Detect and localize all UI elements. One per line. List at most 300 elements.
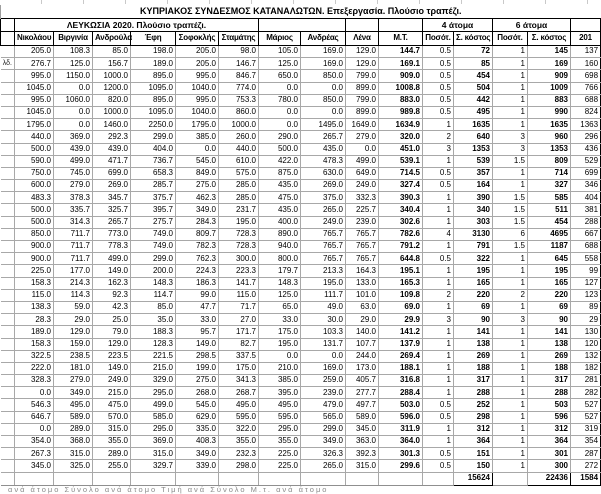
cell[interactable]: 1353 [454,143,493,155]
cell[interactable]: 345.0 [15,460,54,472]
cell[interactable]: 349.0 [54,387,93,399]
total-cost-6-persons[interactable]: 22436 [528,472,571,485]
cell[interactable]: 1 [493,375,528,387]
cell[interactable]: 285.7 [131,180,176,192]
cell[interactable]: 132 [571,350,601,362]
column-header-efi[interactable]: Έφη [131,32,176,46]
cell[interactable]: 319 [571,423,601,435]
cell[interactable]: 259.0 [301,375,346,387]
cell[interactable]: 326.3 [301,448,346,460]
cell[interactable]: 1353 [528,143,571,155]
cell[interactable]: 0.0 [259,119,301,131]
cell[interactable]: 0.5 [423,180,454,192]
cell[interactable]: 349.0 [176,448,219,460]
cell[interactable]: 340.4 [379,204,423,216]
cell[interactable]: 850.0 [15,228,54,240]
cell[interactable]: 131.7 [301,338,346,350]
cell[interactable]: 699.0 [93,167,131,179]
cell[interactable]: 479.0 [301,399,346,411]
cell[interactable]: 92.3 [93,289,131,301]
cut-column-cell[interactable] [1,277,15,289]
cell[interactable]: 1634.9 [379,119,423,131]
cut-column-cell[interactable] [1,411,15,423]
cut-column-cell[interactable] [1,131,15,143]
cell[interactable]: 439.0 [54,143,93,155]
cell[interactable]: 650.0 [259,70,301,82]
cell[interactable]: 295.0 [259,423,301,435]
cell[interactable]: 63.0 [346,301,379,313]
cut-column-cell[interactable] [1,143,15,155]
cell[interactable]: 404 [571,192,601,204]
empty-cell[interactable] [571,19,601,32]
cell[interactable]: 2 [423,131,454,143]
cell[interactable]: 503.0 [379,399,423,411]
cell[interactable]: 0.0 [259,82,301,94]
cell[interactable]: 895.0 [131,70,176,82]
cell[interactable]: 3 [423,314,454,326]
cell[interactable]: 1187 [528,241,571,253]
cell[interactable]: 0.0 [54,106,93,118]
cell[interactable]: 900.0 [15,241,54,253]
cell[interactable]: 29.9 [379,314,423,326]
cut-column-cell[interactable] [1,155,15,167]
cell[interactable]: 302.6 [379,216,423,228]
cell[interactable]: 753.3 [219,94,259,106]
cell[interactable]: 364 [528,436,571,448]
cell[interactable]: 188.3 [131,326,176,338]
cell[interactable]: 103.3 [301,326,346,338]
cell[interactable]: 189.0 [15,326,54,338]
cell[interactable]: 395.7 [131,204,176,216]
cell[interactable]: 355.0 [93,436,131,448]
cell[interactable]: 299.0 [131,131,176,143]
cell[interactable]: 990 [528,106,571,118]
cell[interactable]: 238.5 [54,350,93,362]
cell[interactable]: 596.0 [379,411,423,423]
cell[interactable]: 299.0 [131,253,176,265]
cut-column-cell[interactable] [1,204,15,216]
cell[interactable]: 375.7 [131,192,176,204]
cell[interactable]: 151 [454,448,493,460]
cell[interactable]: 0.5 [423,448,454,460]
cell[interactable]: 699 [571,167,601,179]
cell[interactable]: 368.0 [54,436,93,448]
cell[interactable]: 511 [528,204,571,216]
cell[interactable]: 300.0 [219,253,259,265]
cell[interactable]: 0.0 [54,82,93,94]
cell[interactable]: 0.5 [423,167,454,179]
cell[interactable]: 442 [454,94,493,106]
cell[interactable]: 1 [493,265,528,277]
cell[interactable]: 1000.0 [93,106,131,118]
cell[interactable]: 1.5 [493,241,528,253]
cell[interactable]: 1 [493,350,528,362]
cell[interactable]: 288.4 [379,387,423,399]
cell[interactable]: 277.7 [346,387,379,399]
cell[interactable]: 320.0 [379,131,423,143]
cell[interactable]: 4695 [528,228,571,240]
cell[interactable]: 1 [423,436,454,448]
cell[interactable]: 69 [454,301,493,313]
cell[interactable]: 1 [493,119,528,131]
cell[interactable]: 900.0 [15,253,54,265]
cut-column-cell[interactable] [1,423,15,435]
cell[interactable]: 539.1 [379,155,423,167]
cell[interactable]: 224.3 [176,265,219,277]
cell[interactable]: 210.0 [259,362,301,374]
column-header-sofoklis[interactable]: Σοφοκλής [176,32,219,46]
cell[interactable]: 282 [571,387,601,399]
cell[interactable]: 249.0 [301,216,346,228]
cell[interactable]: 317 [528,375,571,387]
cell[interactable]: 1095.0 [131,82,176,94]
cell[interactable]: 340 [454,204,493,216]
cell[interactable]: 454 [528,216,571,228]
cut-column-cell[interactable] [1,314,15,326]
cell[interactable]: 214.3 [54,277,93,289]
cell[interactable]: 315.0 [54,448,93,460]
cell[interactable]: 1 [423,301,454,313]
cell[interactable]: 249.0 [93,375,131,387]
cell[interactable]: 1 [493,436,528,448]
cell[interactable]: 137.9 [379,338,423,350]
cell[interactable]: 200.0 [131,265,176,277]
cell[interactable]: 860.0 [219,106,259,118]
cell[interactable]: 1095.0 [131,106,176,118]
cell[interactable]: 395.0 [259,387,301,399]
cell[interactable]: 345.7 [93,192,131,204]
cell[interactable]: 4 [423,228,454,240]
cut-column-cell[interactable] [1,338,15,350]
cell[interactable]: 169 [528,58,571,70]
cell[interactable]: 500.0 [15,216,54,228]
cell[interactable]: 114.3 [54,289,93,301]
cell[interactable]: 1000.0 [93,70,131,82]
cell[interactable]: 960 [528,131,571,143]
cell[interactable]: 3130 [454,228,493,240]
cell[interactable]: 369.0 [54,131,93,143]
cell[interactable]: 440.0 [15,131,54,143]
cell[interactable]: 33.0 [259,314,301,326]
column-header-cost-6[interactable]: Σ. κόστος [528,32,571,46]
empty-cell[interactable] [423,472,454,485]
cell[interactable]: 181.0 [54,362,93,374]
cell[interactable]: 575.0 [219,167,259,179]
cell[interactable]: 90 [454,314,493,326]
total-cost-4-persons[interactable]: 15624 [454,472,493,485]
cell[interactable]: 499.0 [54,155,93,167]
cell[interactable]: 99 [571,265,601,277]
cell[interactable]: 2 [423,289,454,301]
cell[interactable]: 269.4 [379,350,423,362]
cut-column-cell[interactable] [1,119,15,131]
cut-column-cell[interactable] [1,301,15,313]
cell[interactable]: 400.0 [259,216,301,228]
cell[interactable]: 711.7 [54,228,93,240]
cell[interactable]: 435.0 [259,204,301,216]
cell[interactable]: 164.3 [346,265,379,277]
cell[interactable]: 275.0 [176,180,219,192]
cell[interactable]: 590.0 [15,155,54,167]
cell[interactable]: 478.3 [301,155,346,167]
cell[interactable]: 188 [528,362,571,374]
cell[interactable]: 205.0 [15,46,54,58]
cell[interactable]: 232.3 [219,448,259,460]
cell[interactable]: 0.5 [423,58,454,70]
cell[interactable]: 27.0 [219,314,259,326]
cell[interactable]: 454 [454,70,493,82]
cell[interactable]: 0.0 [259,106,301,118]
column-header-androula[interactable]: Ανδρούλα [93,32,131,46]
cell[interactable]: 3 [493,131,528,143]
cell[interactable]: 285.0 [219,180,259,192]
cell[interactable]: 745.0 [54,167,93,179]
cell[interactable]: 499.0 [131,399,176,411]
empty-cell[interactable] [15,472,54,485]
cell[interactable]: 483.3 [15,192,54,204]
cell[interactable]: 85.0 [93,46,131,58]
cell[interactable]: 0.5 [423,94,454,106]
cell[interactable]: 989.8 [379,106,423,118]
cell[interactable]: 766 [571,82,601,94]
cell[interactable]: 375.0 [301,192,346,204]
cell[interactable]: 1008.8 [379,82,423,94]
cell[interactable]: 539 [454,155,493,167]
cell[interactable]: 0.0 [301,350,346,362]
cell[interactable]: 385.0 [259,375,301,387]
cell[interactable]: 298.5 [176,350,219,362]
cell[interactable]: 499.0 [93,253,131,265]
cell[interactable]: 1795.0 [15,119,54,131]
cut-column-cell[interactable] [1,228,15,240]
cell[interactable]: 29.0 [54,314,93,326]
cell[interactable]: 595.0 [219,411,259,423]
cell[interactable]: 175.0 [219,362,259,374]
cell[interactable]: 349.0 [301,436,346,448]
cell[interactable]: 65.0 [259,301,301,313]
cell[interactable]: 749.0 [131,241,176,253]
cell[interactable]: 325.7 [93,204,131,216]
column-header-stamatis[interactable]: Σταμάτης [219,32,259,46]
cell[interactable]: 148.3 [259,277,301,289]
cell[interactable]: 98.0 [219,46,259,58]
empty-cell[interactable] [379,472,423,485]
cell[interactable]: 1635 [528,119,571,131]
cell[interactable]: 341.3 [219,375,259,387]
cell[interactable]: 1009 [528,82,571,94]
cell[interactable]: 129.0 [346,58,379,70]
cell[interactable]: 1040.0 [176,82,219,94]
cell[interactable]: 141.7 [219,277,259,289]
cell[interactable]: 223.3 [219,265,259,277]
cell[interactable]: 630.0 [301,167,346,179]
column-header-marios[interactable]: Μάριος [259,32,301,46]
cell[interactable]: 25.0 [93,314,131,326]
cell[interactable]: 325.0 [54,460,93,472]
cell[interactable]: 369.0 [131,436,176,448]
empty-cell[interactable] [346,19,379,32]
column-header-cut[interactable] [1,32,15,46]
cell[interactable]: 1 [493,411,528,423]
cell[interactable]: 220 [528,289,571,301]
group-header-6-persons[interactable]: 6 άτομα [493,19,571,32]
cell[interactable]: 173.0 [346,362,379,374]
cell[interactable]: 820.0 [93,94,131,106]
cell[interactable]: 169.0 [301,58,346,70]
cell[interactable]: 436 [571,143,601,155]
cell[interactable]: 644.8 [379,253,423,265]
cell[interactable]: 378.3 [54,192,93,204]
cell[interactable]: 137 [571,46,601,58]
cut-column-cell[interactable] [1,70,15,82]
cell[interactable]: 322.5 [15,350,54,362]
cell[interactable]: 265.7 [93,216,131,228]
cell[interactable]: 158.3 [15,277,54,289]
cell[interactable]: 165 [454,277,493,289]
cell[interactable]: 1 [423,192,454,204]
cell[interactable]: 765.7 [301,253,346,265]
cut-column-cell[interactable] [1,460,15,472]
cell[interactable]: 0.0 [54,119,93,131]
empty-cell[interactable] [131,472,176,485]
cut-column-cell[interactable] [1,82,15,94]
cell[interactable]: 189.0 [131,58,176,70]
cell[interactable]: 179.7 [259,265,301,277]
cell[interactable]: 188 [454,362,493,374]
cell[interactable]: 328.3 [15,375,54,387]
cell[interactable]: 29.0 [346,314,379,326]
cell[interactable]: 995.0 [176,70,219,82]
cell[interactable]: 108.3 [54,46,93,58]
cell[interactable]: 115.0 [15,289,54,301]
cell[interactable]: 499.0 [346,155,379,167]
cell[interactable]: 750.0 [15,167,54,179]
cell[interactable]: 130 [571,326,601,338]
cell[interactable]: 281 [571,375,601,387]
column-header-qty-6[interactable]: Ποσότ. [493,32,528,46]
cell[interactable]: 301 [528,448,571,460]
cell[interactable]: 349.0 [176,204,219,216]
empty-cell[interactable] [346,472,379,485]
cell[interactable]: 288 [454,387,493,399]
cut-column-cell[interactable] [1,436,15,448]
cell[interactable]: 364 [454,436,493,448]
cell[interactable]: 89 [571,301,601,313]
cell[interactable]: 3 [423,143,454,155]
cell[interactable]: 315.0 [131,448,176,460]
cell[interactable]: 765.7 [301,241,346,253]
cut-column-cell[interactable] [1,253,15,265]
cell[interactable]: 149.0 [93,362,131,374]
cell[interactable]: 156.7 [93,58,131,70]
column-header-mt[interactable]: Μ.Τ. [379,32,423,46]
cell[interactable]: 265.0 [301,204,346,216]
cell[interactable]: 158.3 [15,338,54,350]
cell[interactable]: 850.0 [301,94,346,106]
cell[interactable]: 0.5 [423,70,454,82]
cell[interactable]: 363.0 [346,436,379,448]
cell[interactable]: 199.0 [176,362,219,374]
cell[interactable]: 148.3 [131,277,176,289]
cut-column-cell[interactable] [1,362,15,374]
cell[interactable]: 495.0 [259,399,301,411]
column-header-andreas[interactable]: Ανδρέας [301,32,346,46]
cell[interactable]: 162.3 [93,277,131,289]
cell[interactable]: 570.0 [93,411,131,423]
cell[interactable]: 289.0 [93,448,131,460]
cell[interactable]: 765.7 [346,228,379,240]
cut-column-cell[interactable] [1,265,15,277]
cell[interactable]: 405.7 [346,375,379,387]
cell[interactable]: 95.7 [176,326,219,338]
cell[interactable]: 1 [423,362,454,374]
cell[interactable]: 1 [423,338,454,350]
cell[interactable]: 129.0 [93,338,131,350]
cut-column-cell[interactable] [1,180,15,192]
cell[interactable]: 225.0 [259,460,301,472]
cell[interactable]: 1 [493,82,528,94]
cell[interactable]: 239.0 [346,216,379,228]
cell[interactable]: 1 [493,180,528,192]
cell[interactable]: 169.1 [379,58,423,70]
cell[interactable]: 392.3 [346,448,379,460]
cell[interactable]: 355.0 [259,436,301,448]
cell[interactable]: 765.7 [301,228,346,240]
cell[interactable]: 265.7 [301,131,346,143]
cell[interactable]: 345.0 [346,423,379,435]
cell[interactable]: 565.0 [301,411,346,423]
cell[interactable]: 125.0 [259,289,301,301]
cell[interactable]: 711.7 [54,241,93,253]
cell[interactable]: 188.1 [379,362,423,374]
cell[interactable]: 0.5 [423,106,454,118]
cell[interactable]: 899.0 [346,82,379,94]
cell[interactable]: 295.0 [131,387,176,399]
cell[interactable]: 165 [528,277,571,289]
cell[interactable]: 42.3 [93,301,131,313]
cell[interactable]: 1 [493,70,528,82]
cell[interactable]: 144.7 [379,46,423,58]
cell[interactable]: 0.5 [423,82,454,94]
cell[interactable]: 529 [571,155,601,167]
cell[interactable]: 303 [454,216,493,228]
cell[interactable]: 1.5 [493,216,528,228]
cell[interactable]: 125.0 [259,58,301,70]
total-year[interactable]: 1584 [571,472,601,485]
cell[interactable]: 1 [423,277,454,289]
cell[interactable]: 909.0 [379,70,423,82]
cell[interactable]: 390.3 [379,192,423,204]
cut-column-cell[interactable] [1,192,15,204]
cell[interactable]: 329.0 [131,375,176,387]
cell[interactable]: 1495.0 [301,119,346,131]
cell[interactable]: 1 [493,277,528,289]
cell[interactable]: 292.3 [93,131,131,143]
cut-column-cell[interactable] [1,46,15,58]
cell[interactable]: 1 [493,362,528,374]
cell[interactable]: 390 [454,192,493,204]
cell[interactable]: 364.0 [379,436,423,448]
cell[interactable]: 299.0 [301,423,346,435]
cell[interactable]: 276.7 [15,58,54,70]
cell[interactable]: 1 [423,119,454,131]
cell[interactable]: 105.0 [259,46,301,58]
cell[interactable]: 791 [454,241,493,253]
cell[interactable]: 29 [571,314,601,326]
cell[interactable]: 585 [528,192,571,204]
cell[interactable]: 272 [571,460,601,472]
cell[interactable]: 279.0 [54,375,93,387]
